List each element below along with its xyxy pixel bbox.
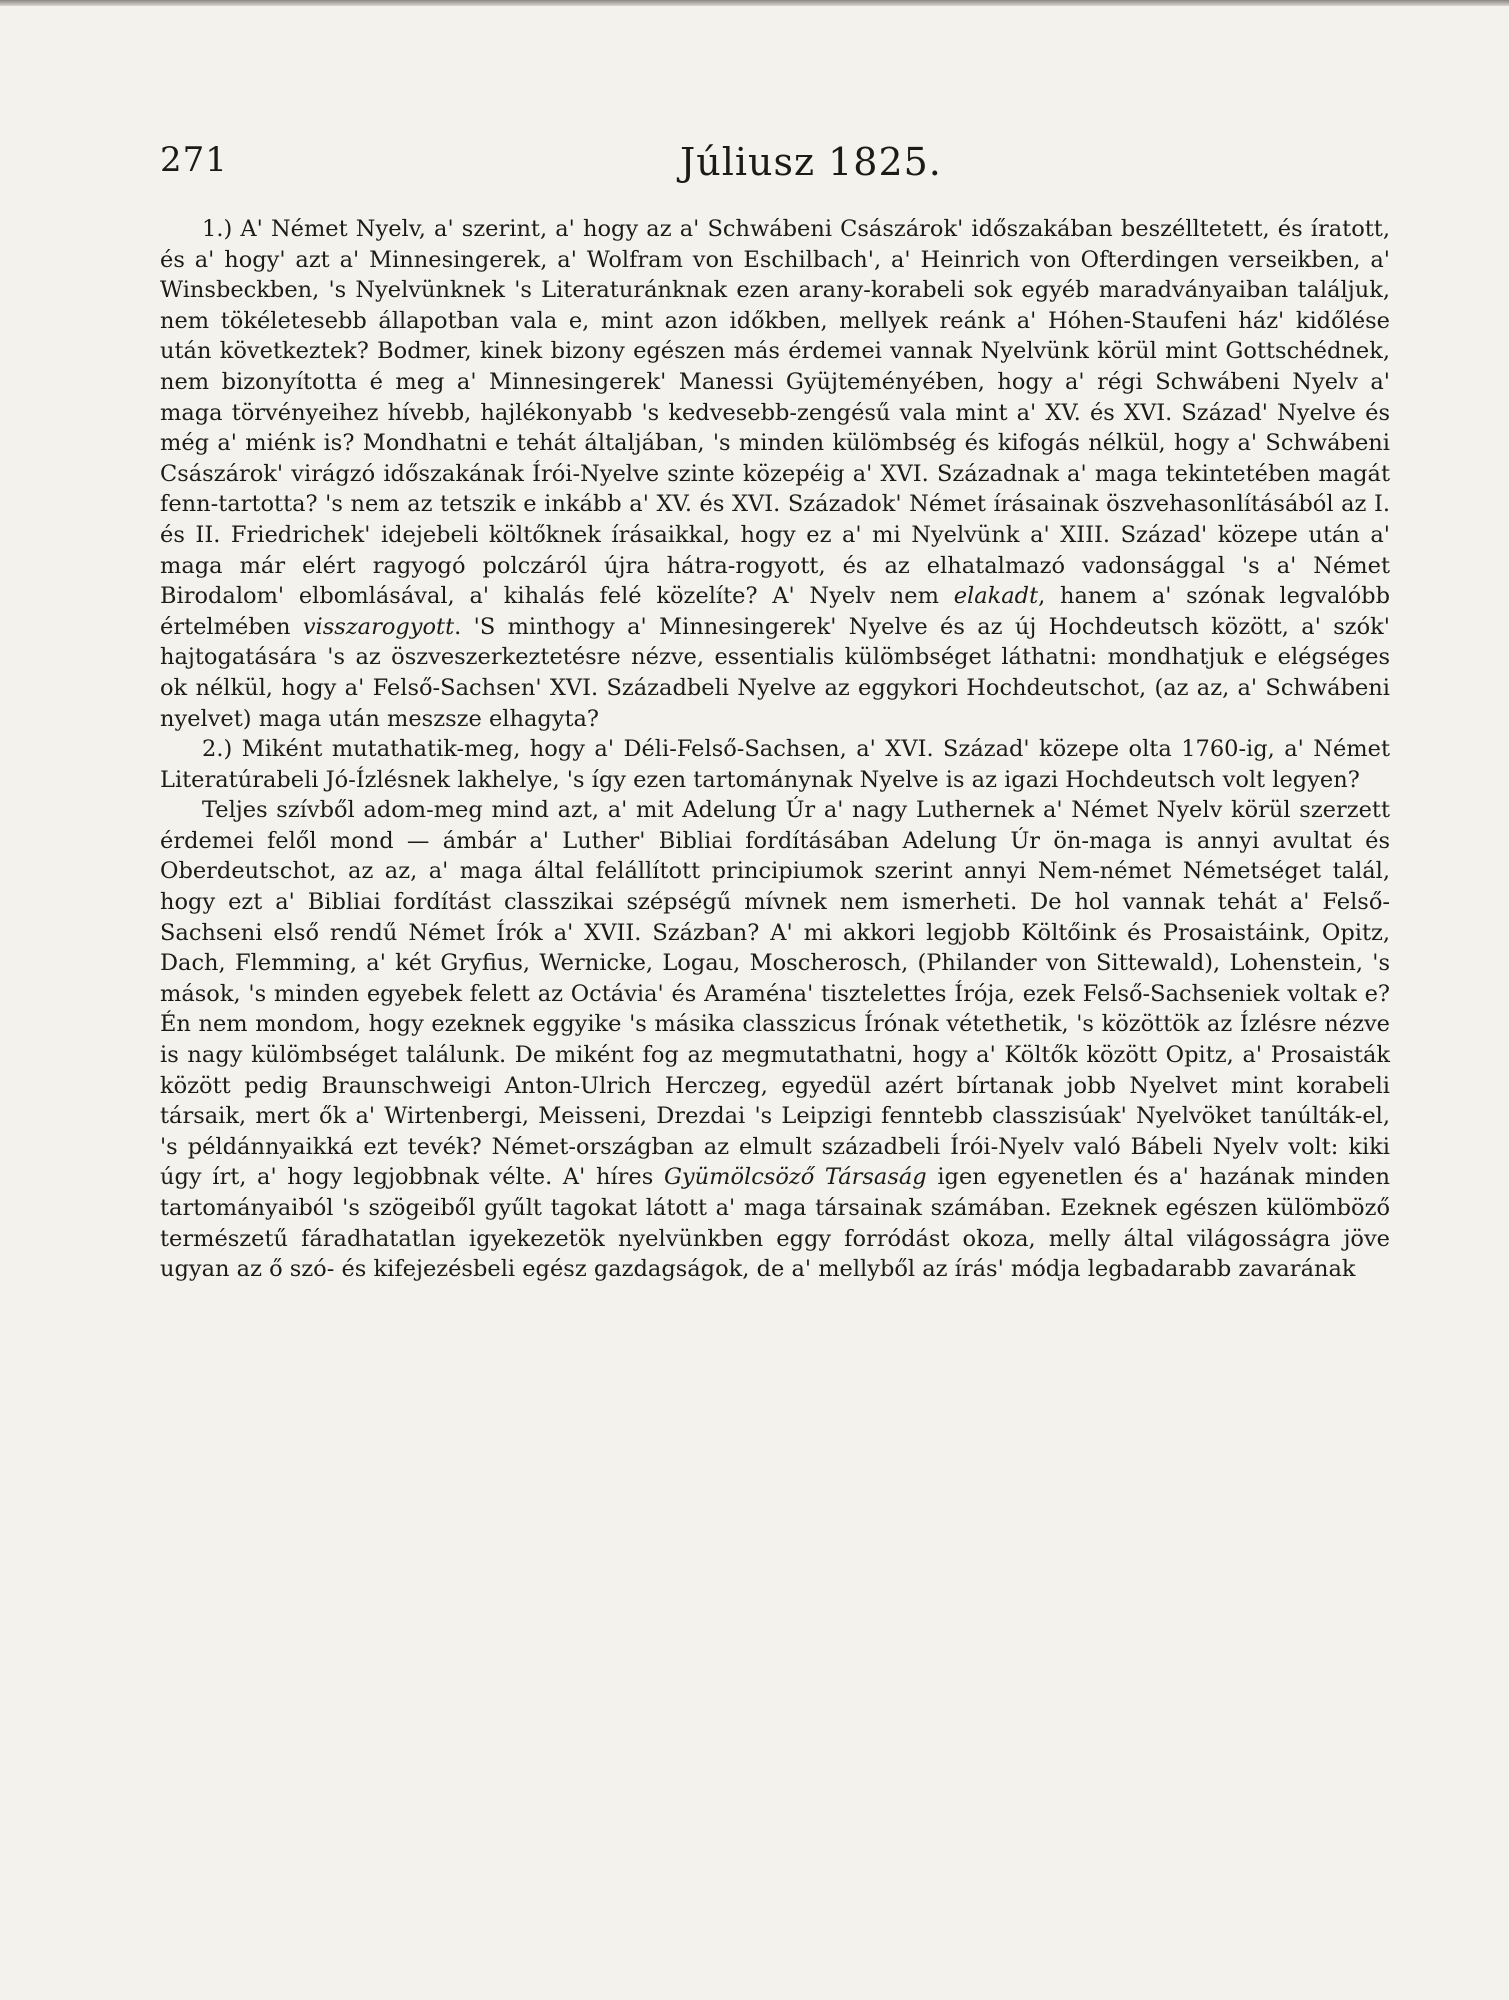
italic-term: Gyümölcsöző Társaság [663, 1164, 927, 1191]
paragraph-question-1 [160, 214, 1390, 734]
paragraph-text: . 'S minthogy a' Minnesingerek' Nyelve és az új Hochdeutsch között, a' szók' hajtogatására 's az öszveszerkeztetésre nézve, essentialis külömbséget láthatni: mondhatjuk e elégséges ok nélkül, hogy a' Felső-Sachsen' XVI. Századbeli Nyelve az eggykori Hochdeutschot, (az az, a' Schwábeni nyelvet) maga után meszsze elhagyta? [160, 613, 1390, 732]
paragraph-body [160, 795, 1390, 1285]
paragraph-text: 2.) Miként mutathatik-meg, hogy a' Déli-Felső-Sachsen, a' XVI. Század' közepe olta 1760-ig, a' Német Literatúrabeli Jó-Ízlésnek lakhelye, 's így ezen tartománynak Nyelve is az igazi Hochdeutsch volt legyen? [160, 736, 1390, 793]
scan-top-edge [0, 0, 1509, 6]
italic-term: visszarogyott [302, 613, 455, 640]
paragraph-text: Teljes szívből adom-meg mind azt, a' mit Adelung Úr a' nagy Luthernek a' Német Nyelv körül szerzett érdemei felől mond — ámbár a' Luther' Bibliai fordításában Adelung Úr ön-maga is annyi avultat és Oberdeutschot, az az, a' maga által felállított principiumok szerint annyi Nem-német Németséget talál, hogy ezt a' Bibliai fordítást classzikai szépségű mívnek nem ismerheti. De hol vannak tehát a' Felső-Sachseni első rendű Német Írók a' XVII. Százban? A' mi akkori legjobb Költőink és Prosaistáink, Opitz, Dach, Flemming, a' két Gryfius, Wernicke, Logau, Moscherosch, (Philander von Sittewald), Lohenstein, 's mások, 's minden egyebek felett az Octávia' és Araména' tisztelettes Írója, ezek Felső-Sachseniek voltak e? Én nem mondom, hogy ezeknek eggyike 's másika classzicus Írónak vétethetik, 's közöttök az Ízlésre nézve is nagy külömbséget találunk. De miként fog az megmutathatni, hogy a' Költők között Opitz, a' Prosaisták között pedig Braunschweigi Anton-Ulrich Herczeg, egyedül azért bírtanak jobb Nyelvet mint korabeli társaik, mert ők a' Wirtenbergi, Meisseni, Drezdai 's Leipzigi fenntebb classzisúak' Nyelvöket tanúlták-el, 's példánnyaikká ezt tevék? Német-országban az elmult századbeli Írói-Nyelv való Bábeli Nyelv volt: kiki úgy írt, a' hogy legjobbnak vélte. A' híres [160, 797, 1390, 1191]
page-header [160, 140, 1390, 200]
book-page [160, 140, 1390, 1285]
italic-term: elakadt [953, 583, 1039, 610]
paragraph-text: 1.) A' Német Nyelv, a' szerint, a' hogy az a' Schwábeni Császárok' időszakában beszélltetett, és íratott, és a' hogy' azt a' Minnesingerek, a' Wolfram von Eschilbach', a' Heinrich von Ofterdingen verseikben, a' Winsbeckben, 's Nyelvünknek 's Literaturánknak ezen arany-korabeli sok egyéb maradványaiban találjuk, nem tökéletesebb állapotban vala e, mint azon időkben, mellyek reánk a' Hóhen-Staufeni ház' kidőlése után következtek? Bodmer, kinek bizony egészen más érdemei vannak Nyelvünk körül mint Gottschédnek, nem bizonyította é meg a' Minnesingerek' Manessi Gyüjteményében, hogy a' régi Schwábeni Nyelv a' maga törvényeihez hívebb, hajlékonyabb 's kedvesebb-zengésű vala mint a' XV. és XVI. Század' Nyelve és még a' miénk is? Mondhatni e tehát általjában, 's minden külömbség és kifogás nélkül, hogy a' Schwábeni Császárok' virágzó időszakának Írói-Nyelve szinte közepéig a' XVI. Századnak a' maga tekintetében magát fenn-tartotta? 's nem az tetszik e inkább a' XV. és XVI. Századok' Német írásainak öszvehasonlításából az I. és II. Friedrichek' idejebeli költőknek írásaikkal, hogy ez a' mi Nyelvünk a' XIII. Század' közepe után a' maga már elért ragyogó polczáról újra hátra-rogyott, és az elhatalmazó vadonsággal 's a' Német Birodalom' elbomlásával, a' kihalás felé közelíte? A' Nyelv nem [160, 216, 1390, 610]
paragraph-text: igen egyenetlen és a' hazának minden tartományaiból 's szögeiből gyűlt tagokat látott a' maga társainak számában. Ezeknek egészen külömböző természetű fáradhatatlan igyekezetök nyelvünkben eggy forródást okoza, melly által világosságra jöve ugyan az ő szó- és kifejezésbeli egész gazdagságok, de a' mellyből az írás' módja legbadarabb zavarának [160, 1164, 1390, 1283]
paragraph-text: , hanem a' szónak legvalóbb értelmében [160, 583, 1390, 640]
page-number: 271 [160, 140, 228, 180]
running-title: Júliusz 1825. [680, 140, 942, 184]
paragraph-question-2 [160, 734, 1390, 795]
